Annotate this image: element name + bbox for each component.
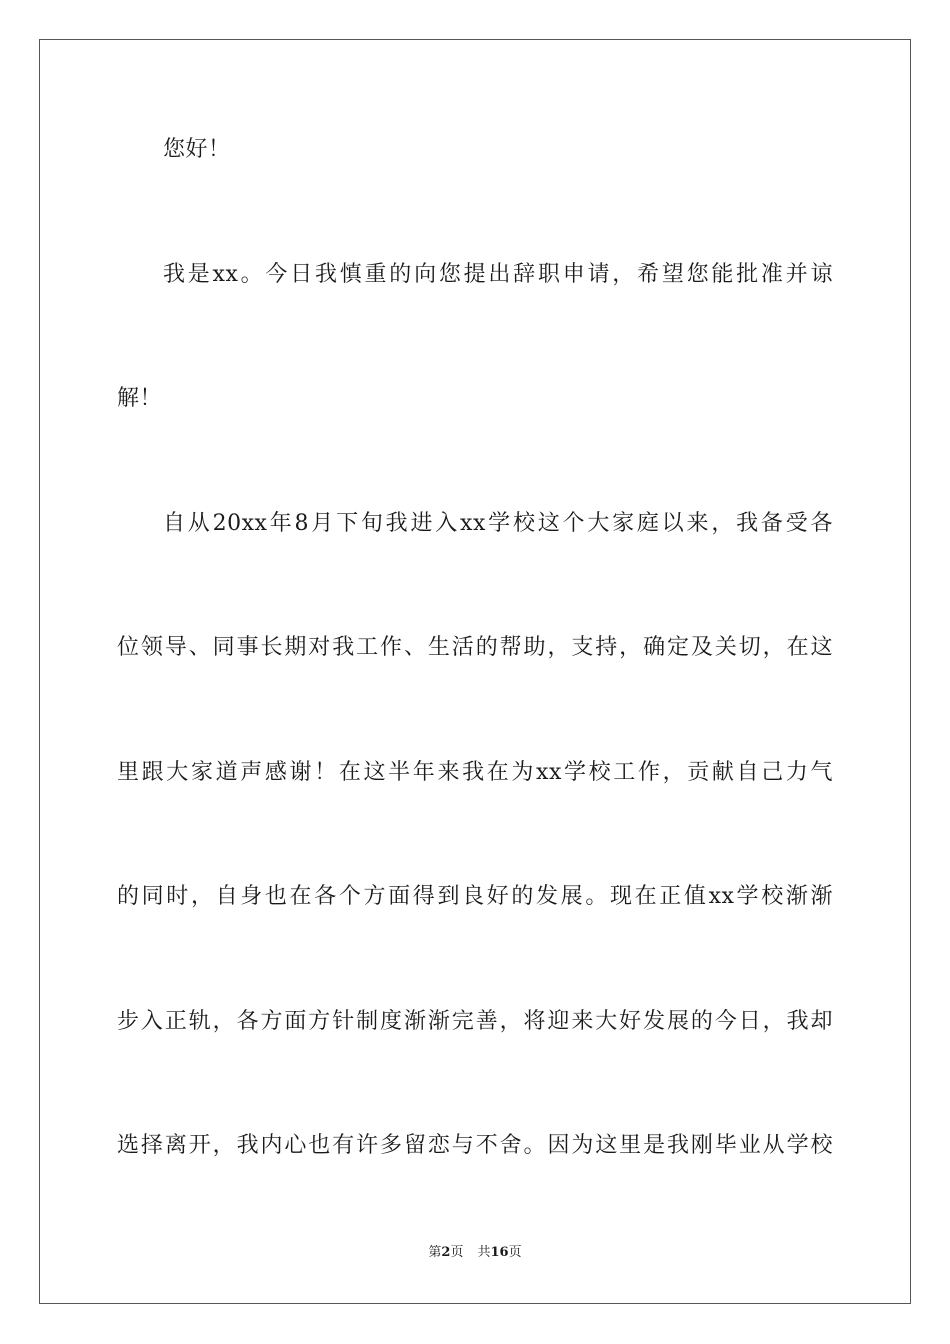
body-line-5: 里跟大家道声感谢！在这半年来我在为xx学校工作，贡献自己力气 bbox=[117, 760, 833, 785]
footer-page-prefix: 第 bbox=[428, 1245, 442, 1260]
footer-total-pages: 16 bbox=[490, 1245, 509, 1260]
greeting-line: 您好！ bbox=[163, 137, 231, 162]
footer-page-number: 2 bbox=[441, 1245, 451, 1260]
body-line-1: 我是xx。今日我慎重的向您提出辞职申请，希望您能批准并谅 bbox=[163, 262, 833, 287]
body-line-3: 自从20xx年8月下旬我进入xx学校这个大家庭以来，我备受各 bbox=[163, 511, 833, 536]
footer-page-suffix: 页 bbox=[450, 1245, 464, 1260]
page-frame bbox=[39, 39, 911, 1304]
body-line-7: 步入正轨，各方面方针制度渐渐完善，将迎来大好发展的今日，我却 bbox=[117, 1009, 833, 1034]
body-line-8: 选择离开，我内心也有许多留恋与不舍。因为这里是我刚毕业从学校 bbox=[117, 1133, 833, 1158]
body-line-6: 的同时，自身也在各个方面得到良好的发展。现在正值xx学校渐渐 bbox=[117, 884, 833, 909]
page-footer bbox=[0, 1244, 950, 1262]
footer-total-suffix: 页 bbox=[508, 1245, 522, 1260]
body-line-4: 位领导、同事长期对我工作、生活的帮助，支持，确定及关切，在这 bbox=[117, 635, 833, 660]
footer-total-prefix: 共 bbox=[477, 1245, 491, 1260]
body-line-2: 解！ bbox=[117, 386, 163, 411]
